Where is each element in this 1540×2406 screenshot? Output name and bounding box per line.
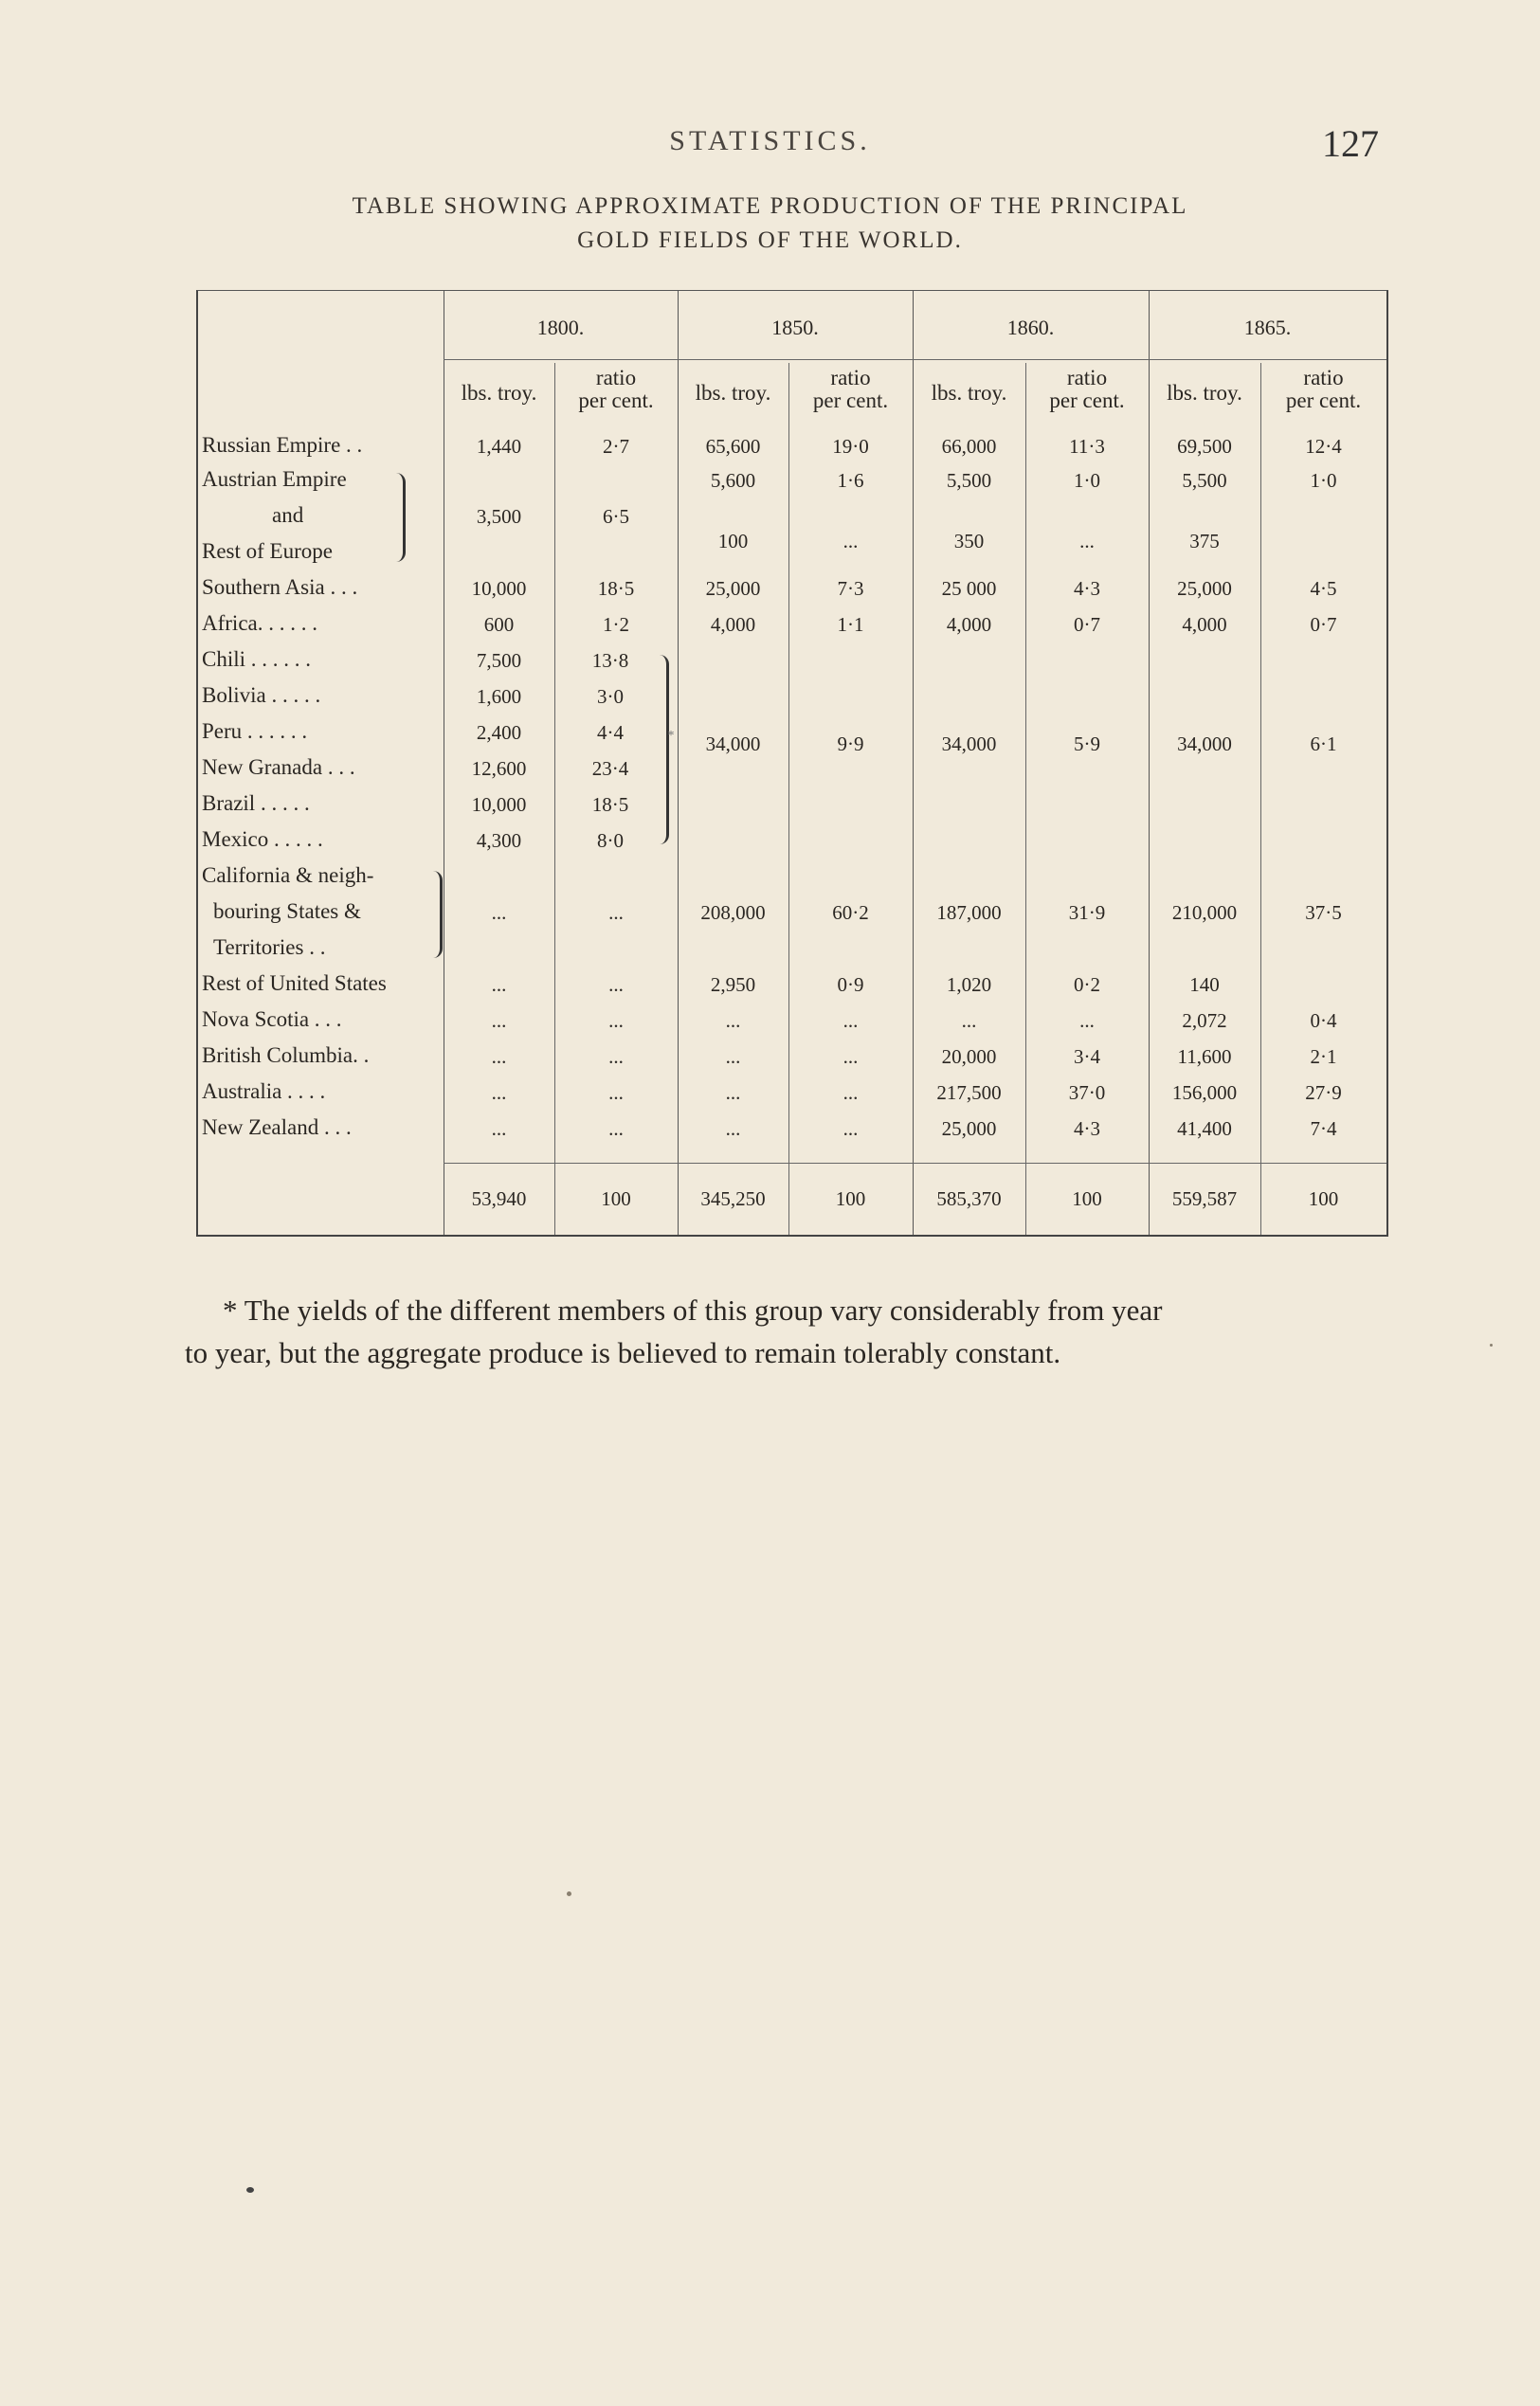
cell: 0·7: [1074, 613, 1100, 636]
footnote-line-1: * The yields of the different members of this group vary considerably from year: [223, 1293, 1163, 1327]
table-caption: [0, 190, 1540, 258]
cell: 37·0: [1068, 1081, 1106, 1104]
cell: ...: [961, 1009, 977, 1032]
brace-california: [433, 871, 443, 958]
cell: 140: [1189, 973, 1220, 996]
row-label-austria: Austrian Empire: [202, 467, 347, 491]
ink-speck: [246, 2187, 254, 2193]
running-title: STATISTICS.: [669, 125, 871, 156]
row-label-rest-europe: Rest of Europe: [202, 539, 333, 563]
cell: 11,600: [1177, 1045, 1232, 1068]
footnote-line-2: to year, but the aggregate produce is believed to remain tolerably constant.: [185, 1336, 1061, 1369]
year-rule: [444, 359, 678, 360]
cell: 20,000: [941, 1045, 997, 1068]
production-table: [196, 290, 1388, 1237]
totals-rule: [444, 1163, 1386, 1164]
cell: 4·5: [1310, 577, 1337, 600]
row-label-peru: Peru . . . . . .: [202, 719, 308, 743]
total-cell: 345,250: [700, 1187, 766, 1210]
cell: ...: [608, 1081, 624, 1104]
cell: 4,300: [476, 829, 522, 852]
total-cell: 100: [835, 1187, 866, 1210]
cell: 375: [1189, 530, 1220, 552]
cell: ...: [608, 1045, 624, 1068]
cell: 210,000: [1171, 901, 1238, 924]
cell: ...: [842, 1045, 859, 1068]
row-label-brazil: Brazil . . . . .: [202, 791, 310, 815]
year-1860: 1860.: [1006, 316, 1055, 339]
row-label-rest-us: Rest of United States: [202, 971, 387, 995]
cell: 1,020: [946, 973, 992, 996]
caption-line-2: GOLD FIELDS OF THE WORLD.: [577, 227, 963, 253]
cell: 9·9: [837, 733, 864, 755]
cell: ...: [491, 901, 507, 924]
row-label-nova-scotia: Nova Scotia . . .: [202, 1007, 342, 1031]
cell: ...: [725, 1045, 741, 1068]
total-cell: 100: [601, 1187, 631, 1210]
cell: 5,600: [710, 469, 756, 492]
cell: 25,000: [705, 577, 761, 600]
col-ratio-1865: ratio per cent.: [1285, 366, 1362, 412]
cell: 5,500: [946, 469, 992, 492]
cell: ...: [1079, 1009, 1095, 1032]
cell: 350: [953, 530, 985, 552]
cell: 0·9: [837, 973, 864, 996]
row-label-california-3: Territories . .: [213, 935, 326, 959]
cell: 1·2: [603, 613, 629, 636]
row-label-british-columbia: British Columbia. .: [202, 1043, 370, 1067]
cell: ...: [608, 901, 624, 924]
cell: 65,600: [705, 435, 761, 458]
cell: ...: [608, 973, 624, 996]
brace-europe: [395, 473, 406, 562]
cell: 18·5: [591, 793, 629, 816]
year-rule: [678, 359, 913, 360]
cell: ...: [491, 973, 507, 996]
total-cell: 53,940: [471, 1187, 527, 1210]
cell: 5,500: [1182, 469, 1227, 492]
total-cell: 100: [1308, 1187, 1339, 1210]
cell: 1·0: [1310, 469, 1337, 492]
cell: 34,000: [941, 733, 997, 755]
row-label-mexico: Mexico . . . . .: [202, 827, 323, 851]
row-label-new-zealand: New Zealand . . .: [202, 1115, 352, 1139]
row-label-africa: Africa. . . . . .: [202, 611, 317, 635]
cell: ...: [842, 530, 859, 552]
cell: 0·2: [1074, 973, 1100, 996]
cell: 25,000: [941, 1117, 997, 1140]
cell: 217,500: [936, 1081, 1002, 1104]
row-label-southern-asia: Southern Asia . . .: [202, 575, 358, 599]
row-label-australia: Australia . . . .: [202, 1079, 326, 1103]
cell: ...: [491, 1081, 507, 1104]
cell: 69,500: [1177, 435, 1232, 458]
cell: ...: [725, 1009, 741, 1032]
ink-speck: [567, 1891, 571, 1896]
col-lbs-1800: lbs. troy.: [461, 381, 537, 405]
cell: 7·4: [1310, 1117, 1337, 1140]
cell: 18·5: [597, 577, 635, 600]
cell: 0·4: [1310, 1009, 1337, 1032]
cell: 1·1: [837, 613, 864, 636]
cell: ...: [491, 1117, 507, 1140]
cell: 0·7: [1310, 613, 1337, 636]
cell: 4·3: [1074, 577, 1100, 600]
cell: ...: [491, 1045, 507, 1068]
cell: 100: [717, 530, 749, 552]
cell: ...: [608, 1009, 624, 1032]
cell: 2·1: [1310, 1045, 1337, 1068]
cell: ...: [608, 1117, 624, 1140]
cell: ...: [725, 1117, 741, 1140]
cell: ...: [842, 1009, 859, 1032]
cell: 2,072: [1182, 1009, 1227, 1032]
cell: ...: [842, 1081, 859, 1104]
ink-speck: [1490, 1344, 1493, 1347]
cell: 23·4: [591, 757, 629, 780]
cell: 34,000: [1177, 733, 1232, 755]
row-label-chili: Chili . . . . . .: [202, 647, 312, 671]
row-label-and: and: [272, 503, 304, 527]
cell: 5·9: [1074, 733, 1100, 755]
cell: 7·3: [837, 577, 864, 600]
cell: 3,500: [476, 505, 522, 528]
footnote: [185, 1289, 1388, 1374]
cell: 1·6: [837, 469, 864, 492]
row-label-bolivia: Bolivia . . . . .: [202, 683, 321, 707]
cell: 41,400: [1177, 1117, 1232, 1140]
cell: 156,000: [1171, 1081, 1238, 1104]
cell: 600: [483, 613, 515, 636]
cell: 10,000: [471, 793, 527, 816]
row-label-california-2: bouring States &: [213, 899, 361, 923]
col-ratio-1860: ratio per cent.: [1049, 366, 1125, 412]
cell: 1,600: [476, 685, 522, 708]
cell: 19·0: [832, 435, 869, 458]
year-1800: 1800.: [536, 316, 585, 339]
row-label-russia: Russian Empire . .: [202, 433, 363, 457]
cell: 8·0: [597, 829, 624, 852]
total-cell: 559,587: [1171, 1187, 1238, 1210]
cell: 2,400: [476, 721, 522, 744]
cell: ...: [491, 1009, 507, 1032]
cell: 3·0: [597, 685, 624, 708]
row-label-california: California & neigh-: [202, 863, 374, 887]
total-cell: 585,370: [936, 1187, 1002, 1210]
cell: 31·9: [1068, 901, 1106, 924]
col-lbs-1865: lbs. troy.: [1167, 381, 1242, 405]
cell: ...: [725, 1081, 741, 1104]
cell: 4·3: [1074, 1117, 1100, 1140]
cell: 2·7: [603, 435, 629, 458]
year-1850: 1850.: [771, 316, 819, 339]
col-lbs-1850: lbs. troy.: [695, 381, 771, 405]
cell: 7,500: [476, 649, 522, 672]
cell: 34,000: [705, 733, 761, 755]
cell: 4,000: [946, 613, 992, 636]
page-number: 127: [1322, 122, 1379, 165]
cell: 4,000: [1182, 613, 1227, 636]
cell: 1·0: [1074, 469, 1100, 492]
row-label-new-granada: New Granada . . .: [202, 755, 355, 779]
cell: 6·1: [1310, 733, 1337, 755]
cell: 4,000: [710, 613, 756, 636]
year-rule: [913, 359, 1149, 360]
cell: 4·4: [597, 721, 624, 744]
cell: 2,950: [710, 973, 756, 996]
col-ratio-1800: ratio per cent.: [578, 366, 654, 412]
year-1865: 1865.: [1243, 316, 1292, 339]
total-cell: 100: [1072, 1187, 1102, 1210]
cell: 25 000: [941, 577, 997, 600]
caption-line-1: TABLE SHOWING APPROXIMATE PRODUCTION OF THE PRINCIPAL: [352, 193, 1188, 219]
footnote-marker: *: [667, 729, 675, 743]
cell: 25,000: [1177, 577, 1232, 600]
cell: 27·9: [1305, 1081, 1342, 1104]
cell: 11·3: [1069, 435, 1105, 458]
cell: 208,000: [700, 901, 766, 924]
year-rule: [1149, 359, 1386, 360]
cell: ...: [1079, 530, 1095, 552]
cell: ...: [842, 1117, 859, 1140]
cell: 37·5: [1305, 901, 1342, 924]
cell: 3·4: [1074, 1045, 1100, 1068]
cell: 12·4: [1305, 435, 1342, 458]
cell: 13·8: [591, 649, 629, 672]
col-ratio-1850: ratio per cent.: [812, 366, 889, 412]
cell: 10,000: [471, 577, 527, 600]
cell: 1,440: [476, 435, 522, 458]
cell: 187,000: [936, 901, 1002, 924]
cell: 66,000: [941, 435, 997, 458]
cell: 12,600: [471, 757, 527, 780]
brace-south-america: [659, 655, 669, 844]
col-lbs-1860: lbs. troy.: [931, 381, 1007, 405]
cell: 6·5: [603, 505, 629, 528]
cell: 60·2: [832, 901, 869, 924]
